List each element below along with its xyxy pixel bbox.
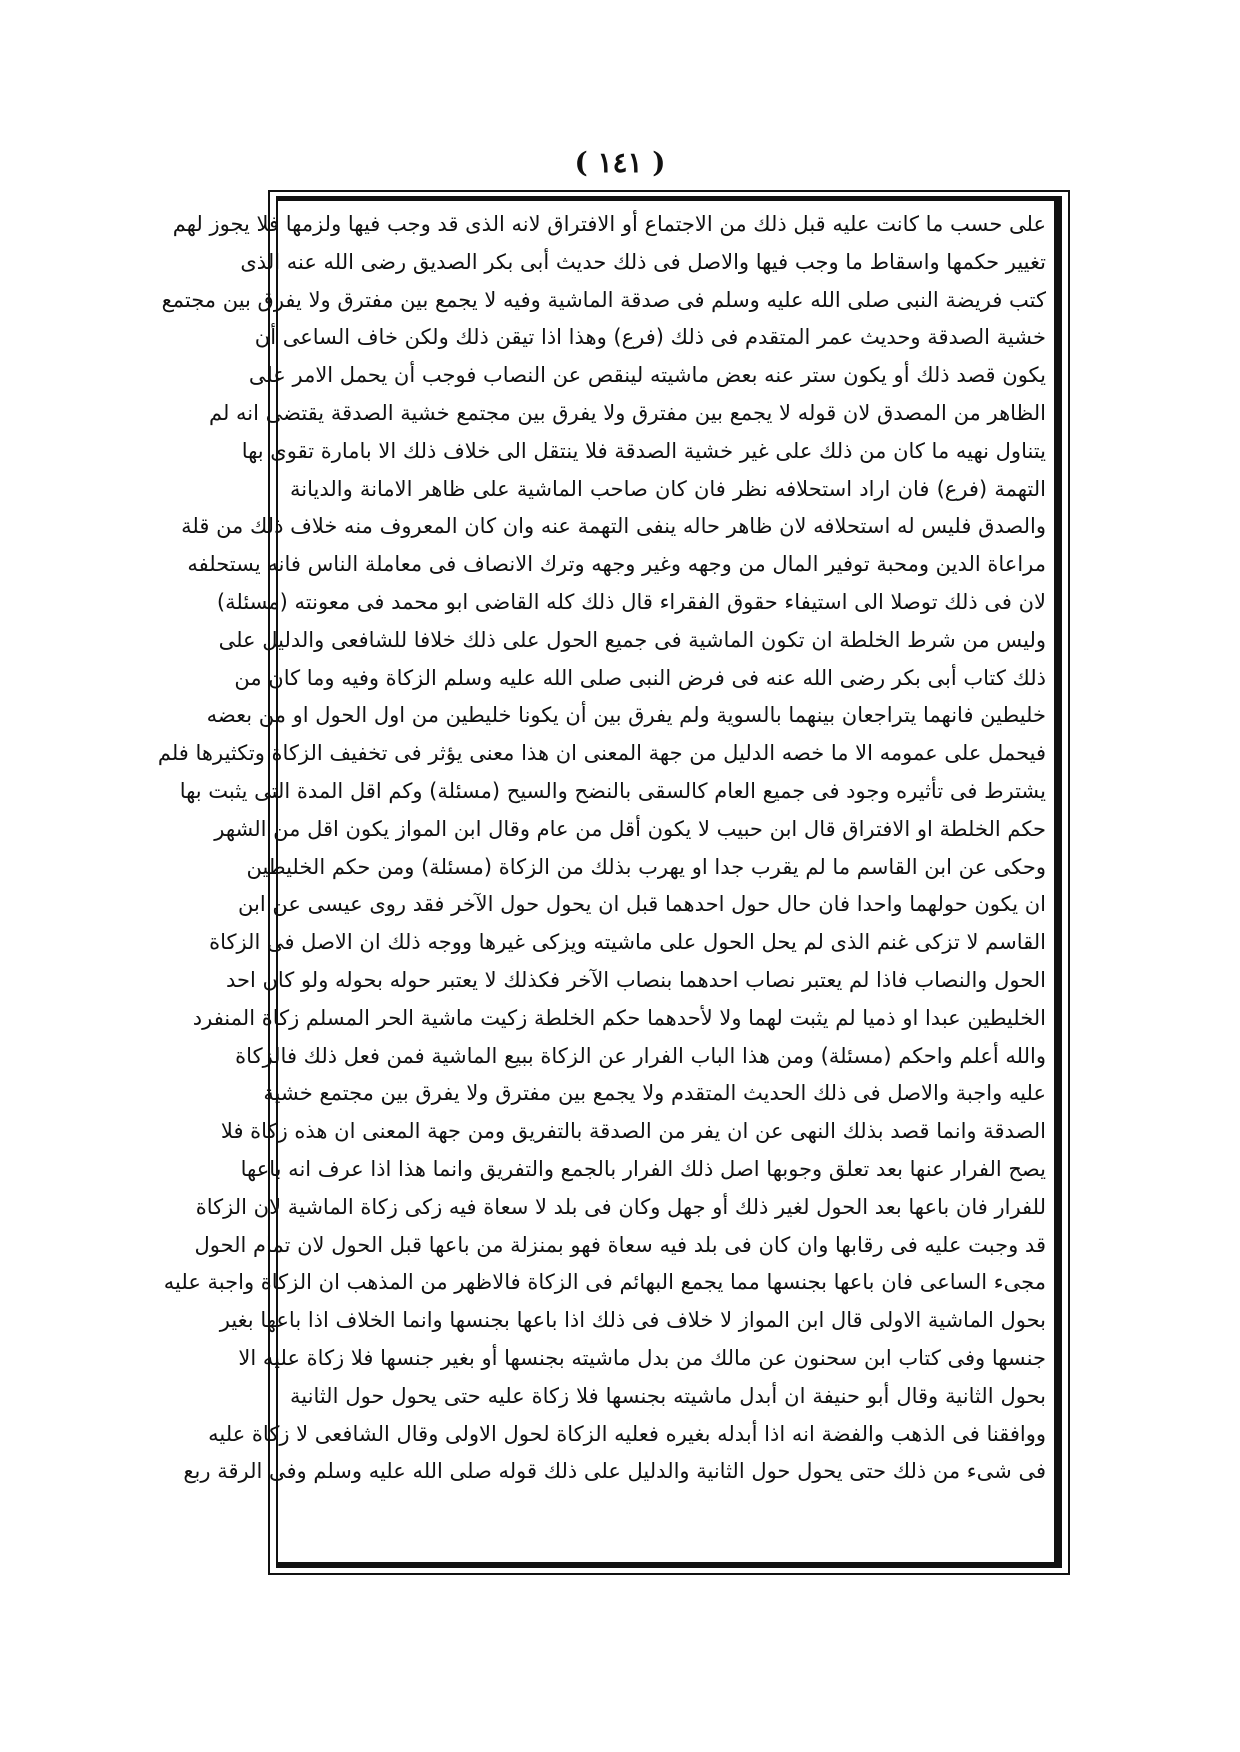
text-line: يكون قصد ذلك أو يكون ستر عنه بعض ماشيته لينقص عن النصاب فوجب أن يحمل الامر على — [248, 363, 1046, 388]
text-line: الظاهر من المصدق لان قوله لا يجمع بين مفترق ولا يفرق بين مجتمع خشية الصدقة يقتضى انه لم — [208, 400, 1046, 425]
text-line: تغيير حكمها واسقاط ما وجب فيها والاصل فى ذلك حديث أبى بكر الصديق رضى الله عنه الذى — [240, 249, 1046, 274]
text-line: ووافقنا فى الذهب والفضة انه اذا أبدله بغيره فعليه الزكاة لحول الاولى وقال الشافعى لا زكاة عليه — [208, 1421, 1046, 1446]
text-line: والله أعلم واحكم (مسئلة) ومن هذا الباب الفرار عن الزكاة ببيع الماشية فمن فعل ذلك فالزكاة — [235, 1043, 1046, 1068]
text-line: كتب فريضة النبى صلى الله عليه وسلم فى صدقة الماشية وفيه لا يجمع بين مفترق ولا يفرق بين مجتمع — [161, 287, 1046, 312]
page-number: ( ١٤١ ) — [574, 146, 666, 179]
text-line: ذلك كتاب أبى بكر رضى الله عنه فى فرض النبى صلى الله عليه وسلم الزكاة وفيه وما كان من — [234, 665, 1046, 690]
text-line: جنسها وفى كتاب ابن سحنون عن مالك من بدل ماشيته بجنسها أو بغير جنسها فلا زكاة عليه الا — [238, 1345, 1046, 1370]
text-line: وحكى عن ابن القاسم ما لم يقرب جدا او يهرب بذلك من الزكاة (مسئلة) ومن حكم الخليطين — [246, 854, 1046, 879]
text-line: بحول الثانية وقال أبو حنيفة ان أبدل ماشيته بجنسها فلا زكاة عليه حتى يحول حول الثانية — [290, 1383, 1046, 1408]
text-line: التهمة (فرع) فان اراد استحلافه نظر فان كان صاحب الماشية على ظاهر الامانة والديانة — [290, 476, 1046, 501]
text-line: يتناول نهيه ما كان من ذلك على غير خشية الصدقة فلا ينتقل الى خلاف ذلك الا بامارة تقوى بها — [241, 438, 1046, 463]
text-line: مراعاة الدين ومحبة توفير المال من وجهه وغير وجهه وترك الانصاف فى معاملة الناس فانه يستحلفه — [187, 552, 1046, 577]
text-line: للفرار فان باعها بعد الحول لغير ذلك أو جهل وكان فى بلد لا سعاة فيه زكى زكاة الماشية لان الزكاة — [195, 1194, 1046, 1219]
text-line: خليطين فانهما يتراجعان بينهما بالسوية ولم يفرق بين أن يكونا خليطين من اول الحول او من بعضه — [206, 703, 1046, 728]
frame-right-rule — [1054, 196, 1062, 1568]
text-line: يصح الفرار عنها بعد تعلق وجوبها اصل ذلك الفرار بالجمع والتفريق وانما هذا اذا عرف انه باعها — [240, 1156, 1046, 1181]
text-line: مجىء الساعى فان باعها بجنسها مما يجمع البهائم فى الزكاة فالاظهر من المذهب ان الزكاة واجبة عليه — [163, 1270, 1046, 1295]
text-line: يشترط فى تأثيره وجود فى جميع العام كالسقى بالنضح والسيح (مسئلة) وكم اقل المدة التى يثبت بها — [179, 778, 1046, 803]
text-line: على حسب ما كانت عليه قبل ذلك من الاجتماع أو الافتراق لانه الذى قد وجب فيها ولزمها فلا يجوز لهم — [172, 212, 1046, 236]
text-line: بحول الماشية الاولى قال ابن المواز لا خلاف فى ذلك اذا باعها بجنسها وانما الخلاف اذا باعها بغير — [219, 1308, 1046, 1333]
text-line: ان يكون حولهما واحدا فان حال حول احدهما قبل ان يحول حول الآخر فقد روى عيسى عن ابن — [238, 892, 1046, 917]
frame-top-rule — [276, 196, 1062, 201]
text-line: خشية الصدقة وحديث عمر المتقدم فى ذلك (فرع) وهذا اذا تيقن ذلك ولكن خاف الساعى أن — [254, 325, 1046, 350]
body-text — [157, 206, 1046, 1556]
text-line: فيحمل على عمومه الا ما خصه الدليل من جهة المعنى ان هذا معنى يؤثر فى تخفيف الزكاة وتكثيرها فلم — [157, 741, 1046, 766]
text-line: فى شىء من ذلك حتى يحول حول الثانية والدليل على ذلك قوله صلى الله عليه وسلم وفى الرقة ربع — [183, 1459, 1046, 1484]
text-line: لان فى ذلك توصلا الى استيفاء حقوق الفقراء قال ذلك كله القاضى ابو محمد فى معونته (مسئلة) — [216, 589, 1046, 614]
text-line: القاسم لا تزكى غنم الذى لم يحل الحول على ماشيته ويزكى غيرها ووجه ذلك ان الاصل فى الزكاة — [209, 930, 1046, 955]
text-line: الصدقة وانما قصد بذلك النهى عن ان يفر من الصدقة بالتفريق ومن جهة المعنى ان هذه زكاة فلا — [220, 1119, 1046, 1144]
text-line: قد وجبت عليه فى رقابها وان كان فى بلد فيه سعاة فهو بمنزلة من باعها قبل الحول لان تمام الحول — [194, 1232, 1046, 1257]
text-line: عليه واجبة والاصل فى ذلك الحديث المتقدم ولا يجمع بين مفترق ولا يفرق بين مجتمع خشية — [263, 1081, 1046, 1106]
text-line: حكم الخلطة او الافتراق قال ابن حبيب لا يكون أقل من عام وقال ابن المواز يكون اقل من الشهر — [214, 816, 1046, 841]
frame-bottom-rule — [276, 1562, 1062, 1568]
text-line: والصدق فليس له استحلافه لان ظاهر حاله ينفى التهمة عنه وان كان المعروف منه خلاف ذلك من قلة — [181, 514, 1046, 539]
text-line: الحول والنصاب فاذا لم يعتبر نصاب احدهما بنصاب الآخر فكذلك لا يعتبر حوله بحوله ولو كان احد — [225, 967, 1046, 992]
text-line: وليس من شرط الخلطة ان تكون الماشية فى جميع الحول على ذلك خلافا للشافعى والدليل على — [218, 627, 1046, 652]
text-line: الخليطين عبدا او ذميا لم يثبت لهما ولا لأحدهما حكم الخلطة زكيت ماشية الحر المسلم زكاة المنفرد — [192, 1005, 1046, 1030]
